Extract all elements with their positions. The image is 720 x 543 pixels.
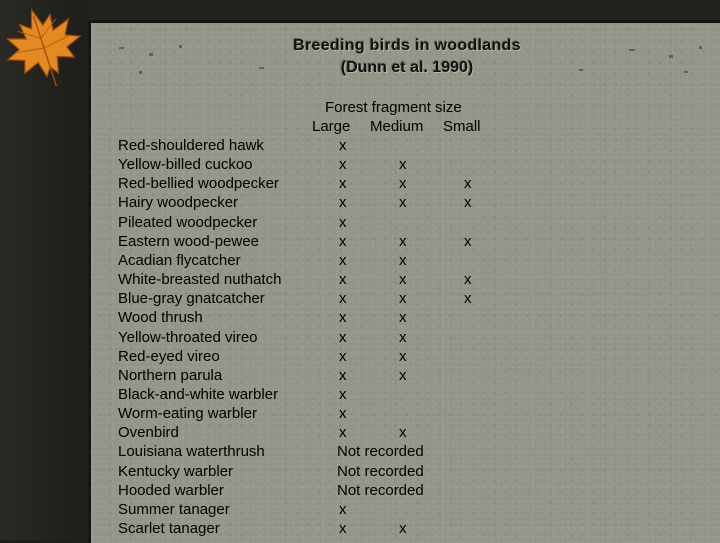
species-name: Yellow-billed cuckoo [118,156,253,174]
table-row [91,482,720,501]
table-row [91,252,720,271]
presence-mark-medium: x [399,194,407,212]
presence-mark-medium: x [399,328,407,346]
species-name: Hairy woodpecker [118,194,239,212]
species-name: Hooded warbler [118,481,224,499]
species-name: Scarlet tanager [118,520,220,537]
not-recorded-note: Not recorded [337,443,424,461]
species-name: Red-bellied woodpecker [118,175,279,193]
top-dark-band [88,0,720,20]
presence-mark-large: x [339,366,347,384]
slide-title: Breeding birds in woodlands [293,37,521,54]
species-name: Blue-gray gnatcatcher [118,290,265,308]
presence-mark-medium: x [399,309,407,327]
presence-mark-medium: x [399,156,407,174]
presence-mark-medium: x [399,175,407,193]
presence-mark-large: x [339,137,347,154]
species-name: White-breasted nuthatch [118,271,282,289]
presence-mark-medium: x [399,347,407,365]
species-name: Acadian flycatcher [118,251,241,269]
species-name: Pileated woodpecker [118,213,258,231]
presence-mark-large: x [339,309,347,327]
table-row [91,520,720,539]
presence-mark-small: x [464,271,472,289]
species-name: Eastern wood-pewee [118,232,259,250]
presence-mark-medium: x [399,290,407,308]
presence-mark-small: x [464,194,472,212]
table-row [91,367,720,386]
species-name: Black-and-white warbler [118,385,279,403]
presence-mark-large: x [339,290,347,308]
presence-mark-large: x [339,232,347,250]
presence-mark-medium: x [399,424,407,442]
not-recorded-note: Not recorded [337,462,424,480]
presence-mark-large: x [339,251,347,269]
table-row [91,156,720,175]
column-header-small: Small [443,118,481,135]
table-row [91,194,720,213]
presence-mark-large: x [339,328,347,346]
table-row [91,290,720,309]
presence-mark-medium: x [399,366,407,384]
presence-mark-large: x [339,385,347,403]
table-header-title: Forest fragment size [325,99,462,116]
not-recorded-note: Not recorded [337,481,424,499]
species-name: Red-shouldered hawk [118,137,264,154]
table-row [91,309,720,328]
presence-mark-large: x [339,500,347,518]
presence-mark-medium: x [399,520,407,537]
table-row [91,233,720,252]
presence-mark-small: x [464,175,472,193]
species-name: Red-eyed vireo [118,347,220,365]
table-row [91,443,720,462]
table-row [91,175,720,194]
table-row [91,137,720,156]
table-row [91,463,720,482]
table-row [91,329,720,348]
species-name: Yellow-throated vireo [118,328,258,346]
presence-mark-small: x [464,290,472,308]
table-row [91,214,720,233]
presence-mark-small: x [464,232,472,250]
slide-subtitle: (Dunn et al. 1990) [340,59,474,76]
table-row [91,271,720,290]
column-header-large: Large [312,118,351,135]
species-name: Kentucky warbler [118,462,234,480]
table-row [91,386,720,405]
table-row [91,405,720,424]
presence-mark-large: x [339,405,347,423]
species-name: Worm-eating warbler [118,405,257,423]
presence-mark-large: x [339,175,347,193]
table-row [91,348,720,367]
maple-leaf-icon [0,0,88,95]
presence-mark-medium: x [399,251,407,269]
species-name: Summer tanager [118,500,230,518]
presence-mark-large: x [339,213,347,231]
presence-mark-large: x [339,156,347,174]
presence-mark-large: x [339,194,347,212]
presence-mark-medium: x [399,232,407,250]
slide-panel [88,20,720,543]
species-name: Northern parula [118,366,223,384]
presence-mark-large: x [339,424,347,442]
presence-mark-medium: x [399,271,407,289]
presence-mark-large: x [339,271,347,289]
species-name: Louisiana waterthrush [118,443,265,461]
species-name: Ovenbird [118,424,179,442]
presence-mark-large: x [339,347,347,365]
column-header-medium: Medium [370,118,424,135]
presence-mark-large: x [339,520,347,537]
table-row [91,501,720,520]
table-row [91,424,720,443]
species-name: Wood thrush [118,309,203,327]
